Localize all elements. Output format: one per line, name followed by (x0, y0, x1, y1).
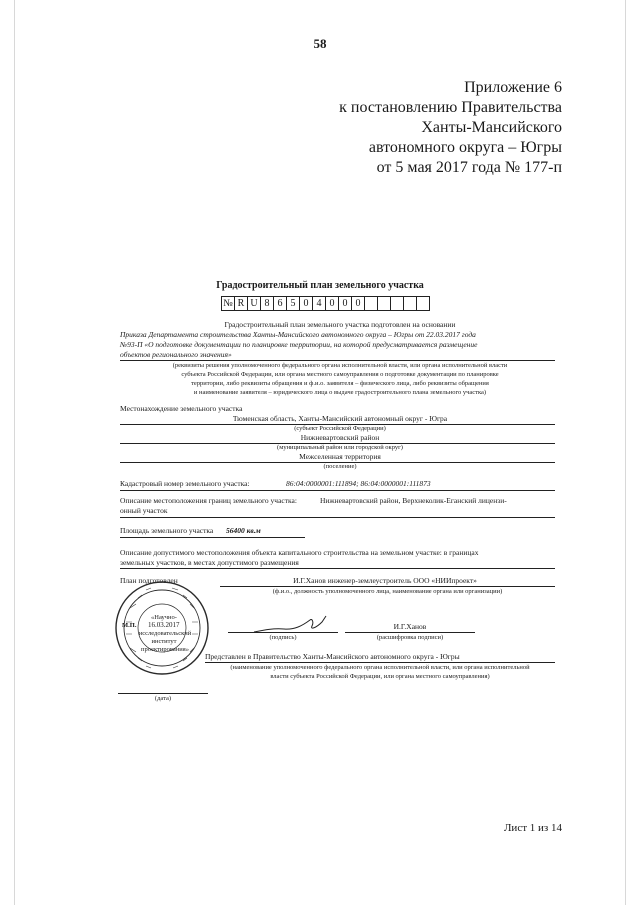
presented-line-3: власти субъекта Российской Федерации, или органа местного самоуправления) (270, 673, 490, 680)
basis-underline (120, 360, 555, 361)
plan-number-cell: 0 (338, 296, 352, 311)
location-subject-caption: (субъект Российской Федерации) (294, 425, 386, 432)
location-district-caption: (муниципальный район или городской округ) (277, 444, 403, 451)
plan-number-cell: 0 (299, 296, 313, 311)
prepared-label: План подготовлен (120, 576, 178, 585)
presented-line-1: Представлен в Правительство Ханты-Мансийского автономного округа - Югры (205, 652, 460, 661)
requisites-line-3: территории, либо реквизиты обращения и ф.и.о. заявителя – физического лица, либо реквизиты обращения (191, 380, 489, 387)
location-district: Нижневартовский район (300, 433, 380, 442)
scan-edge-right (625, 0, 626, 905)
page-number: 58 (313, 36, 327, 51)
sheet-counter: Лист 1 из 14 (503, 822, 562, 834)
plan-number-cell: 4 (312, 296, 326, 311)
cadastral-underline (120, 490, 555, 491)
date-caption: (дата) (154, 695, 172, 702)
appendix-line-5: от 5 мая 2017 года № 177-п (376, 159, 562, 176)
boundaries-label: Описание местоположения границ земельного участка: (120, 496, 297, 505)
signer-name-caption: (расшифровка подписи) (376, 634, 444, 641)
signature-caption: (подпись) (269, 634, 297, 641)
signer-name-underline (345, 632, 475, 633)
stamp-date: 16.03.2017 (148, 621, 180, 629)
basis-line-2: Приказа Департамента строительства Ханты-Мансийского автономного округа – Югры от 22.03.2017 года (120, 330, 476, 339)
area-underline (120, 537, 305, 538)
document-title: Градостроительный план земельного участка (216, 280, 424, 291)
basis-line-4: объектов регионального значения» (120, 350, 232, 359)
plan-number-cell: 5 (286, 296, 300, 311)
plan-number-cell (390, 296, 404, 311)
location-subject: Тюменская область, Ханты-Мансийский автономный округ - Югра (232, 414, 448, 423)
prepared-value: И.Г.Ханов инженер-землеустроитель ООО «НИИпроект» (293, 576, 477, 585)
plan-number-cell: R (234, 296, 248, 311)
plan-number-cell: 6 (273, 296, 287, 311)
plan-number-cell: 0 (351, 296, 365, 311)
stamp-text-4: проектирования» (141, 646, 189, 653)
stamp-mp: М.П. (122, 622, 137, 629)
area-value: 56400 кв.м (226, 526, 261, 535)
stamp-text-3: институт (151, 638, 177, 645)
location-settlement-caption: (поселение) (323, 463, 357, 470)
appendix-line-2: к постановлению Правительства (339, 99, 562, 116)
plan-number-cells (222, 296, 430, 311)
basis-line-3: №93-П «О подготовке документации по планировке территории, на которой предусматривается размещение (120, 340, 478, 349)
plan-number-cell (416, 296, 430, 311)
plan-number-cell (364, 296, 378, 311)
location-label: Местонахождение земельного участка (120, 404, 243, 413)
requisites-line-1: (реквизиты решения уполномоченного федерального органа исполнительной власти, или органа исполнительной власти (172, 362, 508, 369)
prepared-underline (220, 586, 555, 587)
plan-number-cell: U (247, 296, 261, 311)
cadastral-value: 86:04:0000001:111894; 86:04:0000001:111873 (286, 479, 431, 488)
appendix-line-3: Ханты-Мансийского (421, 119, 562, 136)
signature-underline (228, 632, 338, 633)
requisites-line-2: субъекта Российской Федерации, или органа местного самоуправления о подготовке документации по планировке (181, 371, 499, 378)
boundaries-underline (120, 517, 555, 518)
date-underline (118, 693, 208, 694)
presented-underline (205, 662, 555, 663)
placement-line-1: Описание допустимого местоположения объекта капитального строительства на земельном участке: в границах (120, 548, 479, 557)
requisites-line-4: и наименование заявителя – юридического лица о выдаче градостроительного плана земельного участка) (193, 389, 487, 396)
cadastral-label: Кадастровый номер земельного участка: (120, 479, 250, 488)
area-label: Площадь земельного участка (120, 526, 214, 535)
plan-number-cell: № (221, 296, 235, 311)
plan-number-cell (377, 296, 391, 311)
scan-edge-left (14, 0, 15, 905)
placement-line-2: земельных участков, в местах допустимого размещения (120, 558, 299, 567)
plan-number-cell: 0 (325, 296, 339, 311)
appendix-line-1: Приложение 6 (464, 79, 562, 96)
location-settlement: Межселенная территория (299, 452, 381, 461)
plan-number-cell (403, 296, 417, 311)
placement-underline (120, 568, 555, 569)
basis-line-1: Градостроительный план земельного участка подготовлен на основании (224, 320, 456, 329)
boundaries-value-1: Нижневартовский район, Верхнеколик-Еганский лицензи- (320, 496, 507, 505)
signer-name: И.Г.Ханов (393, 622, 427, 631)
appendix-line-4: автономного округа – Югры (368, 139, 562, 156)
plan-number-cell: 8 (260, 296, 274, 311)
stamp-text-1: «Научно- (151, 614, 177, 621)
presented-line-2: (наименование уполномоченного федерального органа исполнительной власти, или органа исполнительной (230, 664, 530, 671)
prepared-caption: (ф.и.о., должность уполномоченного лица, наименование органа или организации) (272, 588, 503, 595)
stamp-text-2: исследовательский (138, 630, 192, 637)
boundaries-value-2: онный участок (120, 506, 168, 515)
